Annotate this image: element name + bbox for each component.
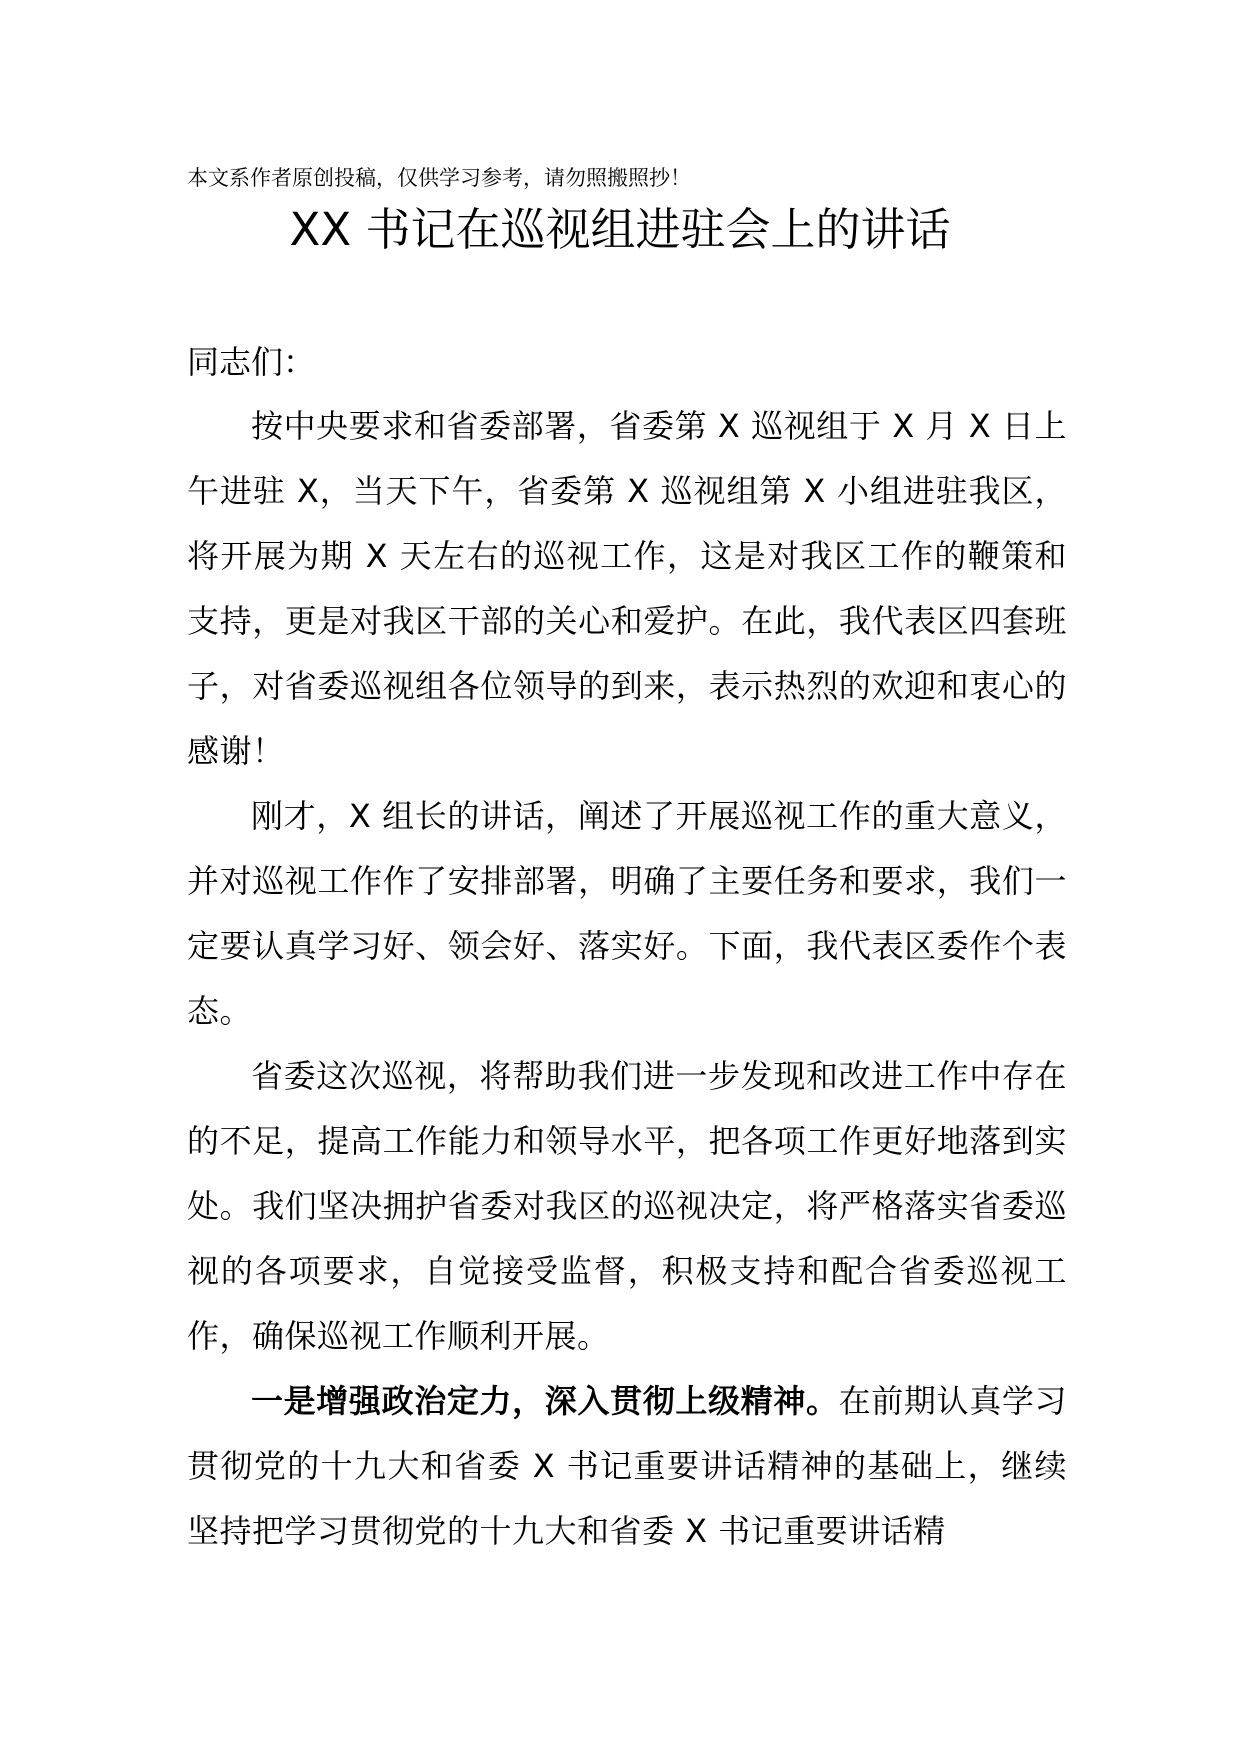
paragraph: 省委这次巡视，将帮助我们进一步发现和改进工作中存在的不足，提高工作能力和领导水平，把各项工作更好地落到实处。我们坚决拥护省委对我区的巡视决定，将严格落实省委巡视的各项要求，自觉接受监督，积极支持和配合省委巡视工作，确保巡视工作顺利开展。 [187, 1057, 1067, 1355]
paragraph: 按中央要求和省委部署，省委第 X 巡视组于 X 月 X 日上午进驻 X，当天下午，省委第 X 巡视组第 X 小组进驻我区，将开展为期 X 天左右的巡视工作，这是对我区工作的鞭策和支持，更是对我区干部的关心和爱护。在此，我代表区四套班子，对省委巡视组各位领导的到来，表示热烈的欢迎和衷心的感谢！ [187, 407, 1067, 770]
point-text: 在前期认真学习贯彻党的十九大和省委 X 书记重要讲话精神的基础上，继续坚持把学习贯彻党的十九大和省委 X 书记重要讲话精 [187, 1382, 1067, 1550]
page-title: XX 书记在巡视组进驻会上的讲话 [289, 203, 951, 256]
speech-body [187, 330, 1067, 1564]
point-paragraph [187, 1369, 1067, 1564]
salutation: 同志们： [187, 343, 316, 381]
paragraph: 刚才，X 组长的讲话，阐述了开展巡视工作的重大意义，并对巡视工作作了安排部署，明确了主要任务和要求，我们一定要认真学习好、领会好、落实好。下面，我代表区委作个表态。 [187, 797, 1067, 1030]
copyright-notice: 本文系作者原创投稿，仅供学习参考，请勿照搬照抄！ [187, 166, 691, 190]
point-heading: 一是增强政治定力，深入贯彻上级精神。 [251, 1382, 839, 1420]
